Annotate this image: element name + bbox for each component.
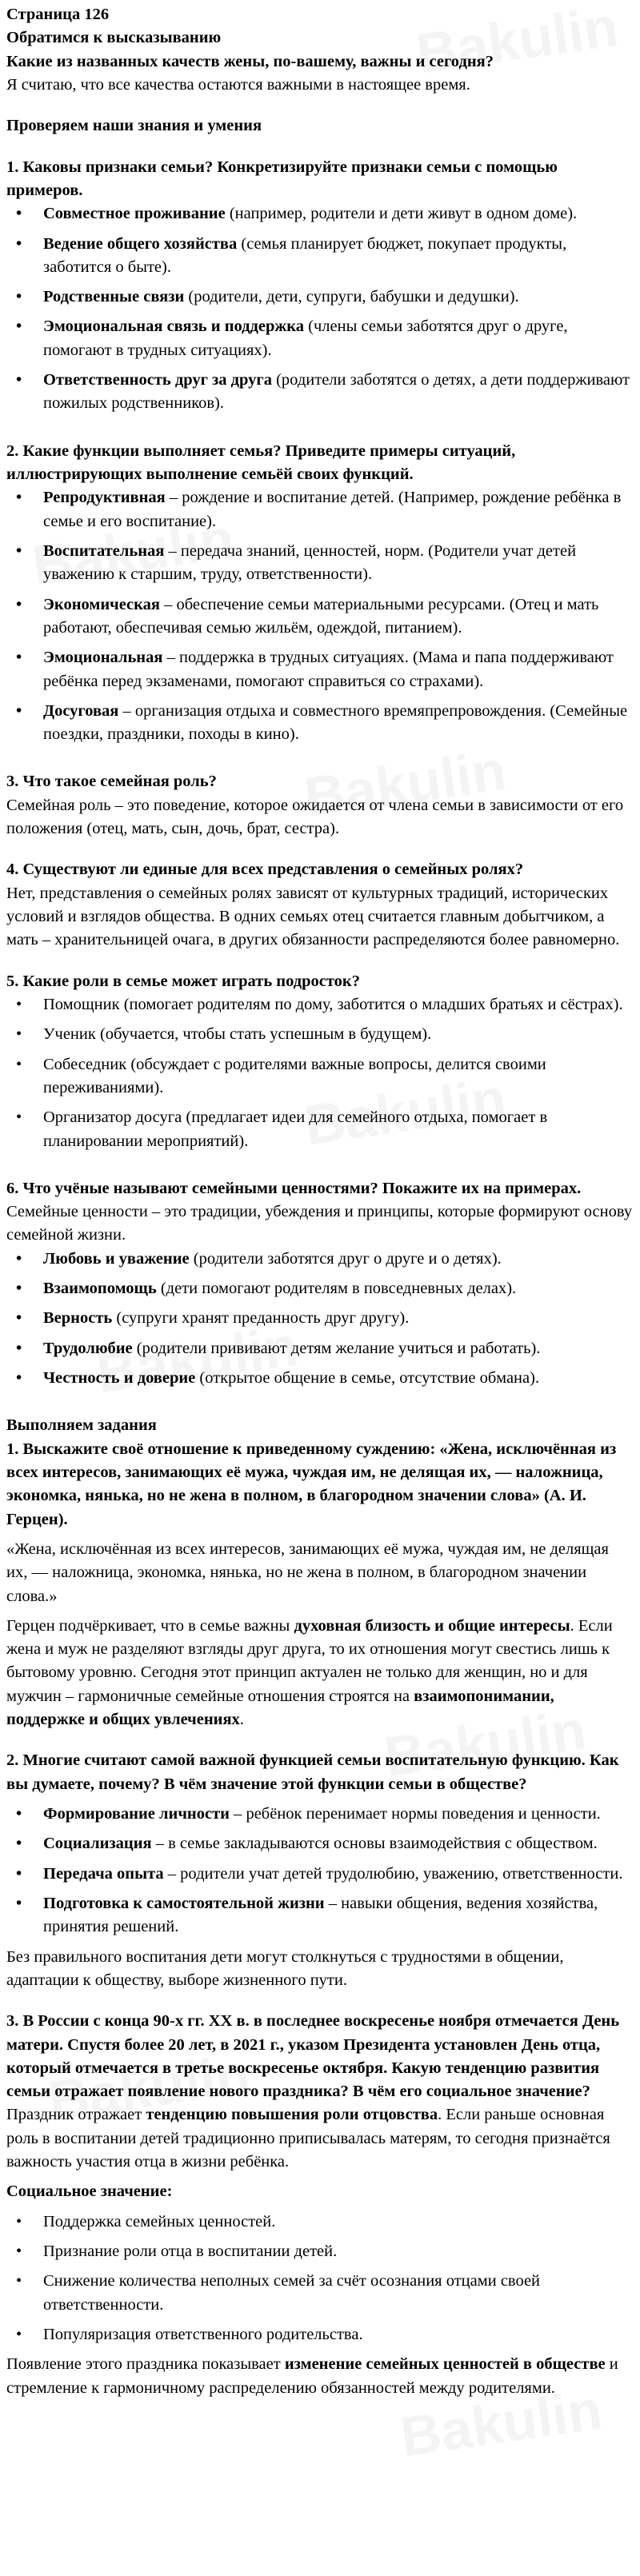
list-item: • Родственные связи (родители, дети, супруги, бабушки и дедушки). [43,286,634,309]
question-4-title: 4. Существуют ли единые для всех представления о семейных ролях? [6,861,524,879]
list-item: • Снижение количества неполных семей за счёт осознания отцами своей ответственности. [43,2270,634,2317]
list-item: • Репродуктивная – рождение и воспитание детей. (Например, рождение ребёнка в семье и его воспитание). [43,486,634,533]
section-title-knowledge: Проверяем наши знания и умения [6,117,262,135]
task-3-social-label: Социальное значение: [6,2183,173,2201]
section-title-tasks: Выполняем задания [6,1416,157,1435]
question-5-title: 5. Какие роли в семье может играть подросток? [6,972,360,990]
task-2-list [6,1803,634,1939]
list-item: • Верность (супруги хранят преданность друг другу). [43,1307,634,1330]
task-3-answer: Праздник отражает тенденцию повышения роли отцовства. Если раньше основная роль в воспитании детей традиционно приписывалась матерям, то сегодня признаётся важность участия отца в жизни ребёнка. [6,2106,610,2171]
list-item: • Признание роли отца в воспитании детей. [43,2240,634,2263]
list-item: • Собеседник (обсуждает с родителями важные вопросы, делится своими переживаниями). [43,1053,634,1100]
list-item: • Подготовка к самостоятельной жизни – навыки общения, ведения хозяйства, принятия решений. [43,1892,634,1939]
list-item: • Поддержка семейных ценностей. [43,2211,634,2234]
list-item: • Помощник (помогает родителям по дому, заботится о младших братьях и сёстрах). [43,993,634,1016]
intro-question: Какие из названных качеств жены, по-вашему, важны и сегодня? [6,52,494,70]
list-item: • Честность и доверие (открытое общение в семье, отсутствие обмана). [43,1367,634,1390]
intro-answer: Я считаю, что все качества остаются важными в настоящее время. [6,75,470,94]
intro-title: Обратимся к высказыванию [6,29,222,47]
question-3-title: 3. Что такое семейная роль? [6,773,217,791]
task-1-quote: «Жена, исключённая из всех интересов, занимающих её мужа, чуждая им, не делящая их, — наложница, экономка, нянька, но не жена в полном, в благородном значении слова.» [6,1540,609,1605]
question-2-list [6,486,634,746]
list-item: • Трудолюбие (родители прививают детям желание учиться и работать). [43,1337,634,1360]
page-title: Страница 126 [6,6,110,23]
list-item: • Взаимопомощь (дети помогают родителям в повседневных делах). [43,1277,634,1300]
question-1-list [6,202,634,416]
task-2-conclusion: Без правильного воспитания дети могут столкнуться с трудностями в общении, адаптации к обществу, выборе жизненного пути. [6,1947,564,1989]
list-item: • Экономическая – обеспечение семьи материальными ресурсами. (Отец и мать работают, обеспечивая семью жильём, одеждой, питанием). [43,593,634,641]
task-3-list [6,2211,634,2347]
list-item: • Эмоциональная связь и поддержка (члены семьи заботятся друг о друге, помогают в трудных ситуациях). [43,315,634,362]
task-1-title: 1. Выскажите своё отношение к приведенному суждению: «Жена, исключённая из всех интересов, занимающих её мужа, чуждая им, не делящая их, — наложница, экономка, нянька, но не жена в полном, в благородном значении слова» (А. И. Герцен). [6,1440,617,1528]
task-3-conclusion: Появление этого праздника показывает изменение семейных ценностей в обществе и стремление к гармоничному распределению обязанностей между родителями. [6,2355,618,2397]
question-4-answer: Нет, представления о семейных ролях зависят от культурных традиций, исторических условий и взглядов общества. В одних семьях отец считается главным добытчиком, а мать – хранительницей очага, в других обязанности распределяются более равномерно. [6,884,620,949]
question-1-title: 1. Каковы признаки семьи? Конкретизируйте признаки семьи с помощью примеров. [6,158,558,199]
question-6-answer: Семейные ценности – это традиции, убеждения и принципы, которые формируют основу семейной жизни. [6,1203,633,1244]
question-3-answer: Семейная роль – это поведение, которое ожидается от члена семьи в зависимости от его положения (отец, мать, сын, дочь, брат, сестра). [6,796,624,838]
list-item: • Формирование личности – ребёнок перенимает нормы поведения и ценности. [43,1803,634,1826]
question-6-list [6,1248,634,1391]
list-item: • Любовь и уважение (родители заботятся друг о друге и о детях). [43,1248,634,1271]
task-1-answer: Герцен подчёркивает, что в семье важны духовная близость и общие интересы. Если жена и муж не разделяют взгляды друг друга, то их отношения могут свестись лишь к бытовому уровню. Сегодня этот принцип актуален не только для женщин, но и для мужчин – гармоничные семейные отношения строятся на взаимопонимании, поддержке и общих увлечениях. [6,1616,613,1729]
question-5-list [6,993,634,1153]
list-item: • Ученик (обучается, чтобы стать успешным в будущем). [43,1023,634,1046]
list-item: • Ответственность друг за друга (родители заботятся о детях, а дети поддерживают пожилых родственников). [43,369,634,416]
list-item: • Совместное проживание (например, родители и дети живут в одном доме). [43,202,634,226]
list-item: • Досуговая – организация отдыха и совместного времяпрепровождения. (Семейные поездки, праздники, походы в кино). [43,700,634,747]
task-2-title: 2. Многие считают самой важной функцией семьи воспитательную функцию. Как вы думаете, почему? В чём значение этой функции семьи в обществе? [6,1751,619,1793]
list-item: • Передача опыта – родители учат детей трудолюбию, уважению, ответственности. [43,1863,634,1886]
list-item: • Эмоциональная – поддержка в трудных ситуациях. (Мама и папа поддерживают ребёнка перед экзаменами, помогают справиться со страхами). [43,646,634,693]
question-6-title: 6. Что учёные называют семейными ценностями? Покажите их на примерах. [6,1179,582,1197]
list-item: • Ведение общего хозяйства (семья планирует бюджет, покупает продукты, заботится о быте). [43,233,634,280]
list-item: • Воспитательная – передача знаний, ценностей, норм. (Родители учат детей уважению к старшим, труду, ответственности). [43,540,634,587]
question-2-title: 2. Какие функции выполняет семья? Приведите примеры ситуаций, иллюстрирующих выполнение семьёй своих функций. [6,441,516,483]
list-item: • Организатор досуга (предлагает идеи для семейного отдыха, помогает в планировании мероприятий). [43,1106,634,1153]
list-item: • Социализация – в семье закладываются основы взаимодействия с обществом. [43,1832,634,1855]
task-3-title: 3. В России с конца 90-х гг. XX в. в последнее воскресенье ноября отмечается День матери. Спустя более 20 лет, в 2021 г., указом Президента установлен День отца, который отмечается в третье воскресенье октября. Какую тенденцию развития семьи отражает появление нового праздника? В чём его социальное значение? [6,2012,620,2101]
list-item: • Популяризация ответственного родительства. [43,2323,634,2346]
